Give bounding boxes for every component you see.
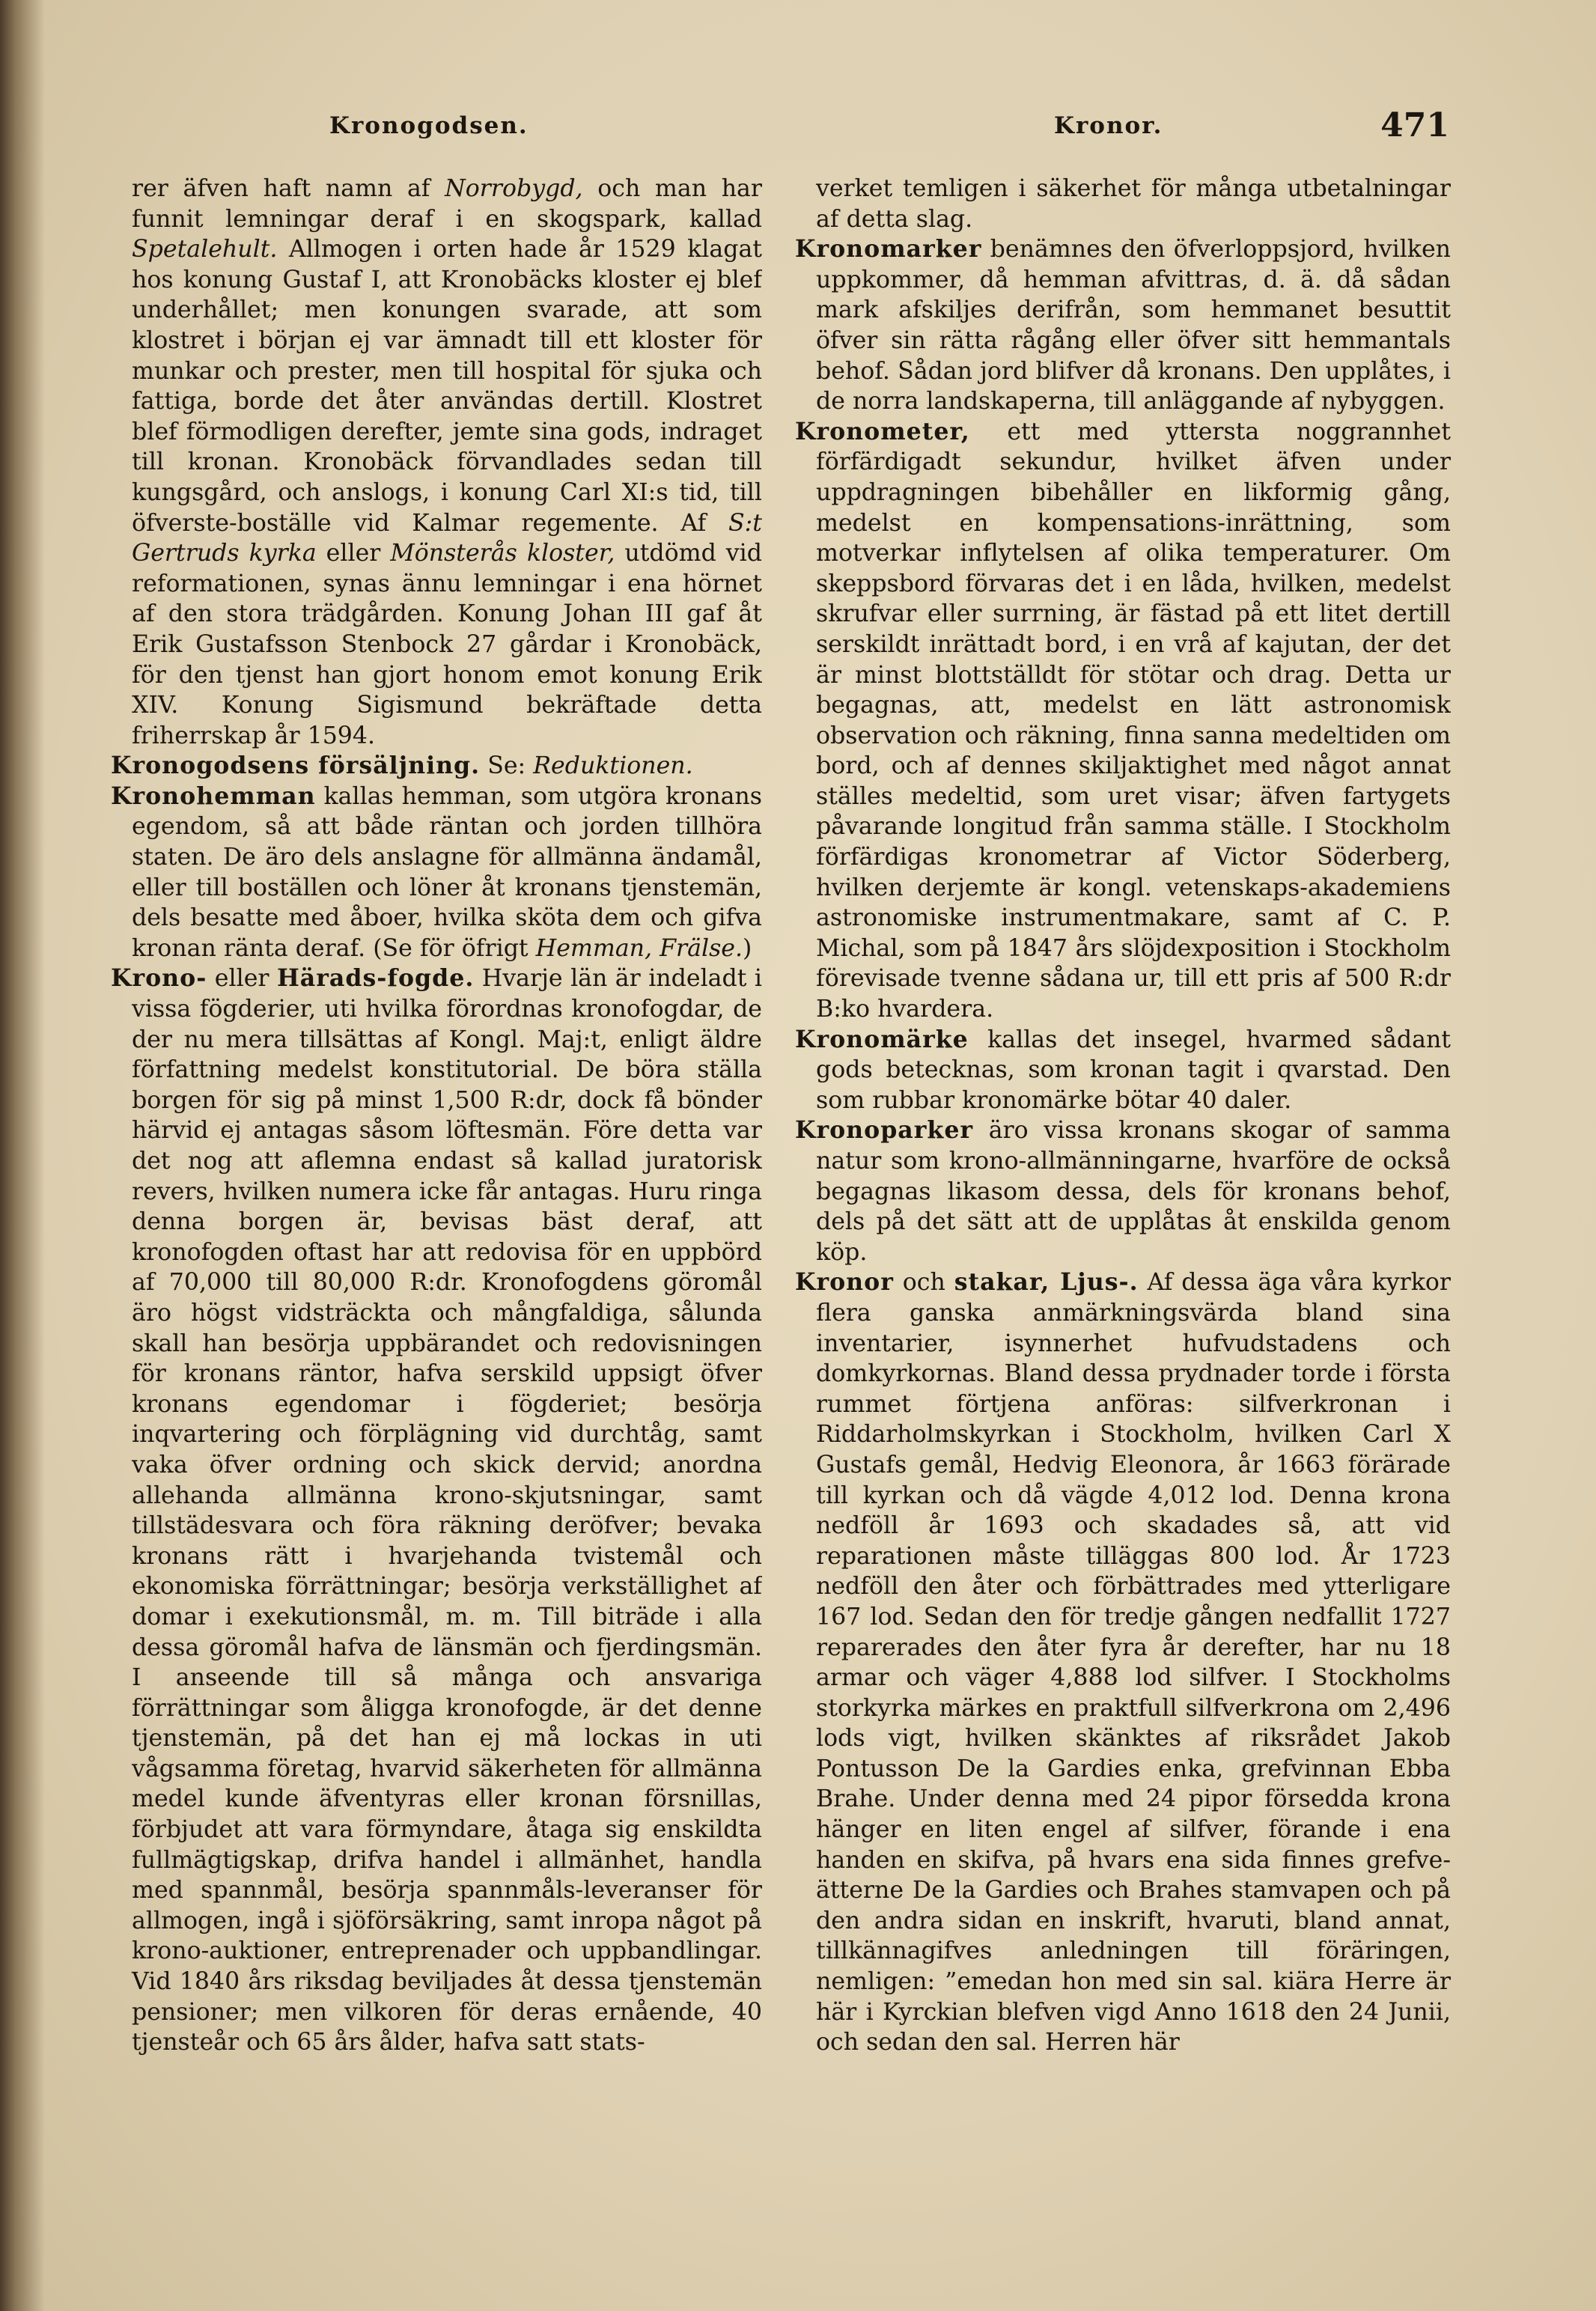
cross-reference: Reduktionen. (533, 752, 693, 780)
left-column (111, 174, 762, 2285)
headword: Kronogodsens försäljning. (111, 752, 481, 780)
headword: Kronohemman (111, 782, 316, 810)
headword: Kronor (795, 1268, 894, 1297)
headword: Krono- (111, 964, 207, 993)
italic-text: S:t Gertruds kyrka (132, 509, 762, 567)
headword: Kronomärke (795, 1025, 969, 1053)
text-segment: och man har funnit lemningar deraf i en skogspark, kallad (132, 175, 762, 233)
entry-kronor-och-stakar (795, 1267, 1451, 2057)
right-column (795, 174, 1451, 2285)
running-head-right: Kronor. (1054, 112, 1163, 139)
running-head-left: Kronogodsen. (329, 112, 529, 139)
binding-shadow (0, 0, 45, 2311)
text-segment: ett med yttersta noggrannhet förfärdigadt sekundur, hvilket äfven under uppdragningen bibehåller en likformig gång, medelst en kompensations-inrättning, som motverkar inflytelsen af olika temperaturer. Om skeppsbord förvaras det i en låda, hvilken, medelst skrufvar eller surrning, är fästad på ett litet dertill serskildt inrättadt bord, i en vrå af kajutan, der det är minst blottställdt för stötar och drag. Detta ur begagnas, att, medelst en lätt astronomisk observation och räkning, finna sanna medeltiden om bord, och af dennes skiljaktighet med något annat ställes medeltid, som uret visar; äfven fartygets påvarande longitud från samma ställe. I Stockholm förfärdigas kronometrar af Victor Söderberg, hvilken derjemte är kongl. vetenskaps-akademiens astronomiske instrumentmakare, samt af C. P. Michal, som på 1847 års slöjdexposition i Stockholm förevisade tvenne sådana ur, till ett pris af 500 R:dr B:ko hvardera. (816, 418, 1451, 1023)
entry-continuation-kronofogde: verket temligen i säkerhet för många utbetalningar af detta slag. (816, 175, 1451, 233)
entry-kronoparker (795, 1115, 1451, 1267)
headword: Kronomarker (795, 235, 982, 264)
text-segment: eller (316, 540, 391, 567)
italic-text: Mönsterås kloster, (390, 540, 615, 567)
text-segment: och (893, 1269, 954, 1297)
italic-text: Norrobygd, (445, 175, 583, 202)
entry-kronogodsens-forsaljning (111, 751, 762, 782)
text-segment: Se: (480, 752, 534, 780)
entry-kronometer (795, 417, 1451, 1025)
headword: Kronometer, (795, 417, 970, 445)
entry-kronomarker (795, 234, 1451, 417)
text-segment: benämnes den öfverloppsjord, hvilken uppkommer, då hemman afvittras, d. ä. då sådan mark afskiljes derifrån, som hemmanet besuttit öfver sin rätta rågång eller öfver sitt hemmantals behof. Sådan jord blifver då kronans. Den upplåtes, i de norra landskaperna, till anläggande af nybyggen. (816, 236, 1451, 415)
headword: stakar, Ljus-. (954, 1268, 1139, 1297)
entry-kronomarke (795, 1025, 1451, 1116)
page-number: 471 (1380, 106, 1449, 144)
headword: Kronoparker (795, 1116, 974, 1145)
text-segment: rer äfven haft namn af (132, 175, 445, 202)
text-segment: utdömd vid reformationen, synas ännu lemningar i ena hörnet af den stora trädgården. Konung Johan III gaf åt Erik Gustafsson Stenbock 27 gårdar i Kronobäck, för den tjenst han gjort honom emot konung Erik XIV. Konung Sigismund bekräftade detta friherrskap år 1594. (132, 540, 762, 749)
text-segment: Allmogen i orten hade år 1529 klagat hos konung Gustaf I, att Kronobäcks kloster ej blef underhållet; men konungen svarade, att som klostret i början ej var ämnadt till ett kloster för munkar och prester, men till hospital för sjuka och fattiga, borde det åter användas dertill. Klostret blef förmodligen derefter, jemte sina gods, indraget till kronan. Kronobäck förvandlades sedan till kungsgård, och anslogs, i konung Carl XI:s tid, till öfverste-boställe vid Kalmar regemente. Af (132, 236, 762, 537)
cross-reference: Hemman, Frälse. (535, 934, 743, 962)
text-segment: kallas det insegel, hvarmed sådant gods betecknas, som kronan tagit i qvarstad. Den som rubbar kronomärke bötar 40 daler. (816, 1026, 1451, 1114)
entry-kronofogde (111, 963, 762, 2057)
entry-continuation-kronobäck (111, 174, 762, 751)
entry-kronohemman (111, 782, 762, 964)
text-segment: ) (743, 934, 752, 962)
text-segment: eller (207, 965, 277, 993)
italic-text: Spetalehult. (132, 236, 278, 264)
headword: Härads-fogde. (276, 964, 475, 993)
text-segment: Hvarje län är indeladt i vissa fögderier, uti hvilka förordnas kronofogdar, de der nu mera tillsättas af Kongl. Maj:t, enligt äldre författning medelst konstitutorial. De böra ställa borgen för sig på minst 1,500 R:dr, dock få bönder härvid ej antagas såsom löftesmän. Före detta var det nog att aflemna endast så kallad juratorisk revers, hvilken numera icke får antagas. Huru ringa denna borgen är, bevisas bäst deraf, att kronofogden oftast har att redovisa för en uppbörd af 70,000 till 80,000 R:dr. Kronofogdens göromål äro högst vidsträckta och mångfaldiga, sålunda skall han besörja uppbärandet och redovisningen för kronans räntor, hafva serskild uppsigt öfver kronans egendomar i fögderiet; besörja inqvartering och förplägning vid durchtåg, samt vaka öfver ordning och skick dervid; anordna allehanda allmänna krono-skjutsningar, samt tillstädesvara och föra räkning deröfver; bevaka kronans rätt i hvarjehanda tvistemål och ekonomiska förrättningar; besörja verkställighet af domar i exekutionsmål, m. m. Till biträde i alla dessa göromål hafva de länsmän och fjerdingsmän. I anseende till så många och ansvariga förrättningar som åligga kronofogde, är det denne tjenstemän, på det han ej må lockas in uti vågsamma företag, hvarvid säkerheten för allmänna medel kunde äfventyras eller kronan försnillas, förbjudet att vara förmyndare, åtaga sig enskildta fullmägtigskap, drifva handel i allmänhet, handla med spannmål, besörja spannmåls-leveranser för allmogen, ingå i sjöförsäkring, samt inropa något på krono-auktioner, entreprenader och uppbandlingar. Vid 1840 års riksdag beviljades åt dessa tjenstemän pensioner; men vilkoren för deras ernående, 40 tjensteår och 65 års ålder, hafva satt stats- (132, 965, 762, 2056)
text-segment: äro vissa kronans skogar of samma natur som krono-allmänningarne, hvarföre de också begagnas likasom dessa, dels för kronans behof, dels på det sätt att de upplåtas åt enskilda genom köp. (816, 1117, 1451, 1266)
text-segment: Af dessa äga våra kyrkor flera ganska anmärkningsvärda bland sina inventarier, isynnerhet hufvudstadens och domkyrkornas. Bland dessa prydnader torde i första rummet förtjena anföras: silfverkronan i Riddarholmskyrkan i Stockholm, hvilken Carl X Gustafs gemål, Hedvig Eleonora, år 1663 förärade till kyrkan och då vägde 4,012 lod. Denna krona nedföll år 1693 och skadades så, att vid reparationen måste tilläggas 800 lod. År 1723 nedföll den åter och förbättrades med ytterligare 167 lod. Sedan den för tredje gången nedfallit 1727 reparerades den åter fyra år derefter, har nu 18 armar och väger 4,888 lod silfver. I Stockholms storkyrka märkes en praktfull silfverkrona om 2,496 lods vigt, hvilken skänktes af riksrådet Jakob Pontusson De la Gardies enka, grefvinnan Ebba Brahe. Under denna med 24 pipor försedda krona hänger en liten engel af silfver, förande i ena handen en skifva, på hvars ena sida finnes grefve-ätterne De la Gardies och Brahes stamvapen och på den andra sidan en inskrift, hvaruti, bland annat, tillkännagifves anledningen till föräringen, nemligen: ”emedan hon med sin sal. kiära Herre är här i Kyrckian blefven vigd Anno 1618 den 24 Junii, och sedan den sal. Herren här (816, 1269, 1451, 2056)
text-segment: kallas hemman, som utgöra kronans egendom, så att både räntan och jorden tillhöra staten. De äro dels anslagne för allmänna ändamål, eller till boställen och löner åt kronans tjenstemän, dels besatte med åboer, hvilka sköta dem och gifva kronan ränta deraf. (Se för öfrigt (132, 782, 762, 962)
